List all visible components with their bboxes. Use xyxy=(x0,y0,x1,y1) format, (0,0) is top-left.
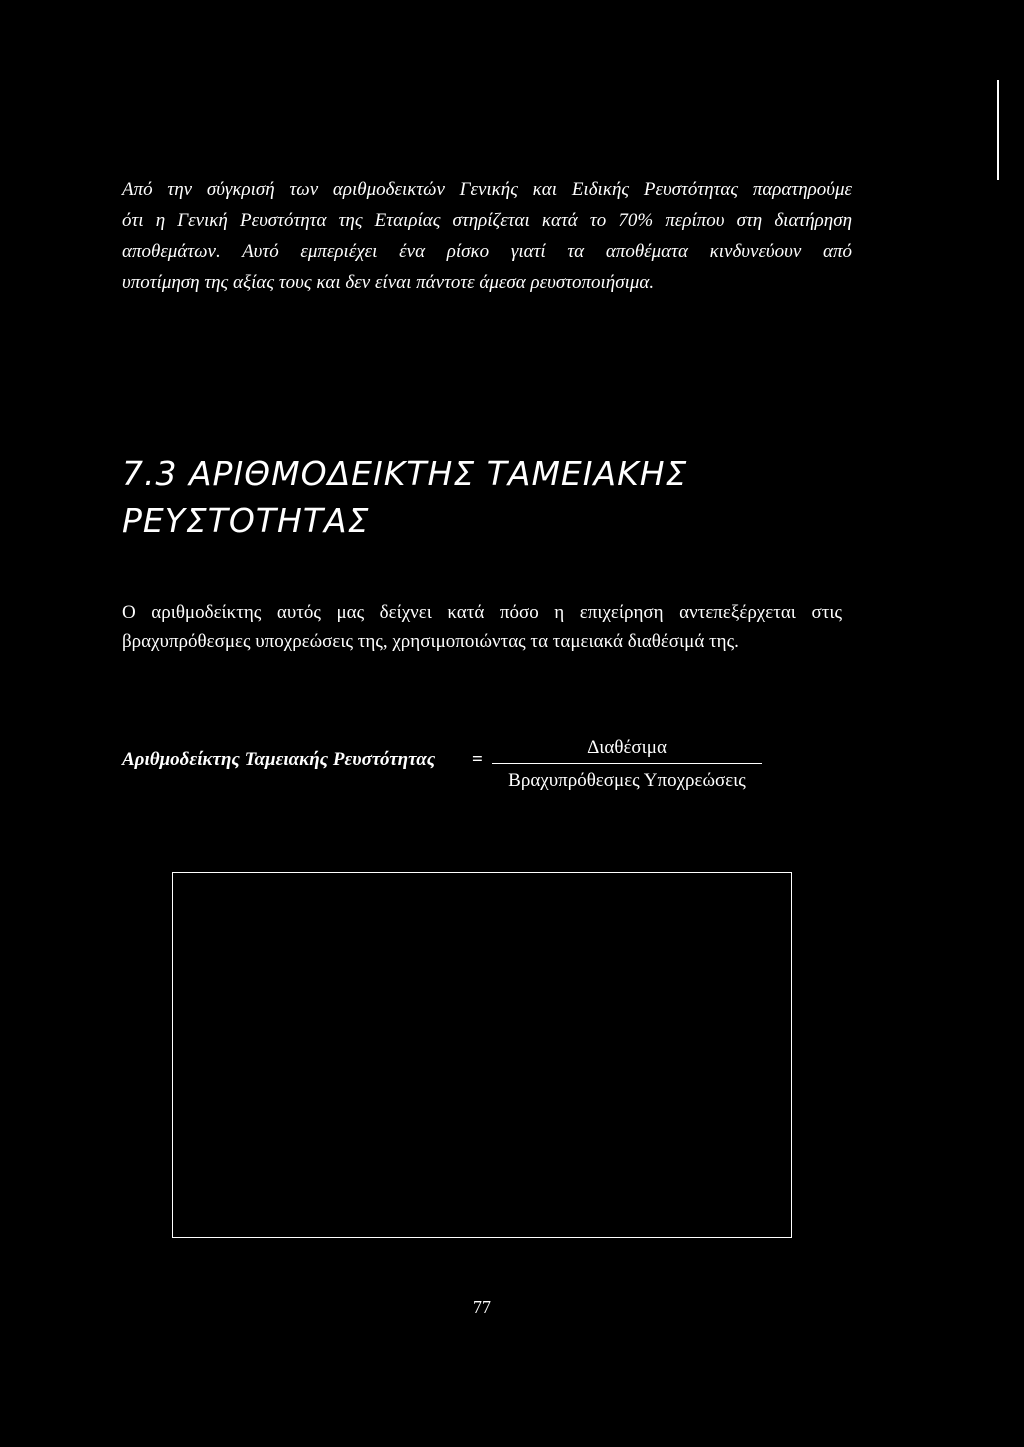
section-heading-line: 7.3 ΑΡΙΘΜΟΔΕΙΚΤΗΣ ΤΑΜΕΙΑΚΗΣ xyxy=(122,454,688,493)
intro-line: Από την σύγκρισή των αριθμοδεικτών Γενικής και Ειδικής Ρευστότητας παρατηρούμε xyxy=(122,179,852,200)
margin-mark xyxy=(997,80,999,180)
body-line: Ο αριθμοδείκτης αυτός μας δείχνει κατά πόσο η επιχείρηση αντεπεξέρχεται στις xyxy=(122,602,842,623)
body-line: βραχυπρόθεσμες υποχρεώσεις της, χρησιμοποιώντας τα ταμειακά διαθέσιμά της. xyxy=(122,631,739,652)
formula-denominator: Βραχυπρόθεσμες Υποχρεώσεις xyxy=(508,770,746,791)
formula xyxy=(122,735,782,795)
intro-paragraph xyxy=(122,174,852,298)
intro-line: υποτίμηση της αξίας τους και δεν είναι πάντοτε άμεσα ρευστοποιήσιμα. xyxy=(122,272,655,293)
formula-equals: = xyxy=(472,749,483,770)
formula-label: Αριθμοδείκτης Ταμειακής Ρευστότητας xyxy=(122,749,436,770)
section-heading-line: ΡΕΥΣΤΟΤΗΤΑΣ xyxy=(122,501,370,540)
page-number: 77 xyxy=(473,1297,491,1317)
formula-numerator: Διαθέσιμα xyxy=(587,737,667,758)
fraction-bar xyxy=(492,763,762,764)
figure-frame xyxy=(172,872,792,1238)
section-heading xyxy=(122,450,862,544)
body-paragraph xyxy=(122,598,842,656)
intro-line: ότι η Γενική Ρευστότητα της Εταιρίας στηρίζεται κατά το 70% περίπου στη διατήρηση xyxy=(122,210,852,231)
intro-line: αποθεμάτων. Αυτό εμπεριέχει ένα ρίσκο γιατί τα αποθέματα κινδυνεύουν από xyxy=(122,241,852,262)
formula-fraction xyxy=(492,735,762,794)
